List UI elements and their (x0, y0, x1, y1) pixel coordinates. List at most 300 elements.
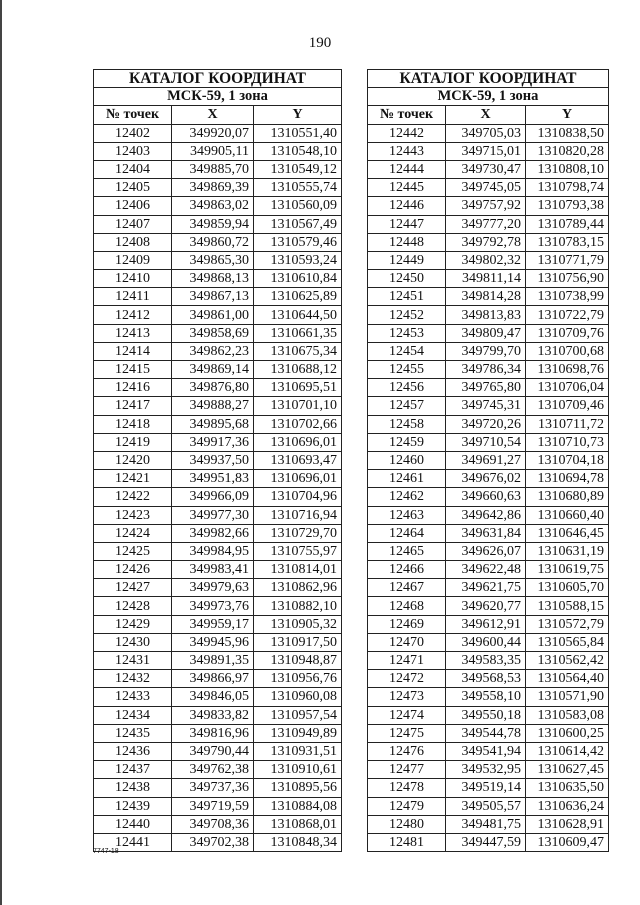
table-row (94, 706, 342, 724)
y-coordinate-cell: 1310619,75 (526, 561, 609, 579)
x-coordinate-cell: 349715,01 (446, 142, 526, 160)
y-coordinate-cell: 1310660,40 (526, 506, 609, 524)
x-coordinate-cell: 349814,28 (446, 288, 526, 306)
table-row (94, 379, 342, 397)
y-coordinate-cell: 1310567,49 (254, 215, 342, 233)
y-coordinate-cell: 1310917,50 (254, 633, 342, 651)
x-coordinate-cell: 349765,80 (446, 379, 526, 397)
x-coordinate-cell: 349550,18 (446, 706, 526, 724)
table-row (94, 652, 342, 670)
point-number-cell: 12455 (368, 361, 446, 379)
table-row (368, 706, 609, 724)
y-coordinate-cell: 1310696,01 (254, 433, 342, 451)
x-coordinate-cell: 349544,78 (446, 724, 526, 742)
y-coordinate-cell: 1310688,12 (254, 361, 342, 379)
x-coordinate-cell: 349481,75 (446, 815, 526, 833)
point-number-cell: 12471 (368, 652, 446, 670)
y-coordinate-cell: 1310562,42 (526, 652, 609, 670)
y-coordinate-cell: 1310600,25 (526, 724, 609, 742)
table-row (368, 524, 609, 542)
y-coordinate-cell: 1310631,19 (526, 542, 609, 560)
point-number-cell: 12464 (368, 524, 446, 542)
point-number-cell: 12441 (94, 833, 172, 851)
x-coordinate-cell: 349532,95 (446, 761, 526, 779)
point-number-cell: 12461 (368, 470, 446, 488)
x-coordinate-cell: 349541,94 (446, 742, 526, 760)
table-row (94, 761, 342, 779)
point-number-cell: 12402 (94, 124, 172, 142)
table-row (368, 415, 609, 433)
table-row (368, 179, 609, 197)
point-number-cell: 12446 (368, 197, 446, 215)
column-header-point: № точек (94, 106, 172, 124)
y-coordinate-cell: 1310711,72 (526, 415, 609, 433)
x-coordinate-cell: 349558,10 (446, 688, 526, 706)
table-row (368, 561, 609, 579)
point-number-cell: 12473 (368, 688, 446, 706)
table-row (94, 306, 342, 324)
point-number-cell: 12451 (368, 288, 446, 306)
x-coordinate-cell: 349568,53 (446, 670, 526, 688)
column-header-y: Y (526, 106, 609, 124)
x-coordinate-cell: 349876,80 (172, 379, 254, 397)
point-number-cell: 12456 (368, 379, 446, 397)
y-coordinate-cell: 1310793,38 (526, 197, 609, 215)
y-coordinate-cell: 1310593,24 (254, 251, 342, 269)
point-number-cell: 12481 (368, 833, 446, 851)
table-row (94, 742, 342, 760)
table-row (94, 524, 342, 542)
table-row (94, 197, 342, 215)
table-row (368, 197, 609, 215)
y-coordinate-cell: 1310884,08 (254, 797, 342, 815)
y-coordinate-cell: 1310579,46 (254, 233, 342, 251)
x-coordinate-cell: 349631,84 (446, 524, 526, 542)
y-coordinate-cell: 1310931,51 (254, 742, 342, 760)
y-coordinate-cell: 1310706,04 (526, 379, 609, 397)
y-coordinate-cell: 1310710,73 (526, 433, 609, 451)
x-coordinate-cell: 349505,57 (446, 797, 526, 815)
y-coordinate-cell: 1310783,15 (526, 233, 609, 251)
table-row (368, 815, 609, 833)
y-coordinate-cell: 1310605,70 (526, 579, 609, 597)
y-coordinate-cell: 1310960,08 (254, 688, 342, 706)
table-row (94, 160, 342, 178)
table-row (368, 670, 609, 688)
point-number-cell: 12443 (368, 142, 446, 160)
y-coordinate-cell: 1310838,50 (526, 124, 609, 142)
table-title: КАТАЛОГ КООРДИНАТ (368, 70, 609, 88)
y-coordinate-cell: 1310808,10 (526, 160, 609, 178)
x-coordinate-cell: 349583,35 (446, 652, 526, 670)
x-coordinate-cell: 349885,70 (172, 160, 254, 178)
x-coordinate-cell: 349920,07 (172, 124, 254, 142)
point-number-cell: 12412 (94, 306, 172, 324)
y-coordinate-cell: 1310560,09 (254, 197, 342, 215)
table-row (94, 361, 342, 379)
y-coordinate-cell: 1310695,51 (254, 379, 342, 397)
table-row (368, 361, 609, 379)
table-row (94, 688, 342, 706)
point-number-cell: 12431 (94, 652, 172, 670)
y-coordinate-cell: 1310709,76 (526, 324, 609, 342)
y-coordinate-cell: 1310644,50 (254, 306, 342, 324)
point-number-cell: 12463 (368, 506, 446, 524)
y-coordinate-cell: 1310957,54 (254, 706, 342, 724)
y-coordinate-cell: 1310698,76 (526, 361, 609, 379)
x-coordinate-cell: 349799,70 (446, 342, 526, 360)
y-coordinate-cell: 1310949,89 (254, 724, 342, 742)
point-number-cell: 12422 (94, 488, 172, 506)
table-row (368, 433, 609, 451)
table-row (94, 597, 342, 615)
x-coordinate-cell: 349792,78 (446, 233, 526, 251)
x-coordinate-cell: 349869,39 (172, 179, 254, 197)
y-coordinate-cell: 1310820,28 (526, 142, 609, 160)
y-coordinate-cell: 1310771,79 (526, 251, 609, 269)
x-coordinate-cell: 349447,59 (446, 833, 526, 851)
y-coordinate-cell: 1310564,40 (526, 670, 609, 688)
point-number-cell: 12444 (368, 160, 446, 178)
table-row (368, 324, 609, 342)
point-number-cell: 12472 (368, 670, 446, 688)
table-row (94, 670, 342, 688)
table-row (368, 488, 609, 506)
x-coordinate-cell: 349519,14 (446, 779, 526, 797)
point-number-cell: 12425 (94, 542, 172, 560)
x-coordinate-cell: 349945,96 (172, 633, 254, 651)
point-number-cell: 12433 (94, 688, 172, 706)
x-coordinate-cell: 349937,50 (172, 451, 254, 469)
x-coordinate-cell: 349905,11 (172, 142, 254, 160)
y-coordinate-cell: 1310694,78 (526, 470, 609, 488)
point-number-cell: 12415 (94, 361, 172, 379)
point-number-cell: 12403 (94, 142, 172, 160)
table-row (94, 633, 342, 651)
table-row (368, 160, 609, 178)
point-number-cell: 12480 (368, 815, 446, 833)
y-coordinate-cell: 1310646,45 (526, 524, 609, 542)
table-row (94, 615, 342, 633)
y-coordinate-cell: 1310709,46 (526, 397, 609, 415)
table-row (368, 742, 609, 760)
x-coordinate-cell: 349708,36 (172, 815, 254, 833)
table-row (94, 470, 342, 488)
point-number-cell: 12468 (368, 597, 446, 615)
y-coordinate-cell: 1310755,97 (254, 542, 342, 560)
y-coordinate-cell: 1310704,96 (254, 488, 342, 506)
x-coordinate-cell: 349833,82 (172, 706, 254, 724)
x-coordinate-cell: 349676,02 (446, 470, 526, 488)
table-subtitle: МСК-59, 1 зона (94, 88, 342, 106)
table-row (368, 142, 609, 160)
y-coordinate-cell: 1310555,74 (254, 179, 342, 197)
table-row (94, 724, 342, 742)
x-coordinate-cell: 349762,38 (172, 761, 254, 779)
table-row (368, 688, 609, 706)
table-row (368, 597, 609, 615)
x-coordinate-cell: 349973,76 (172, 597, 254, 615)
point-number-cell: 12408 (94, 233, 172, 251)
point-number-cell: 12416 (94, 379, 172, 397)
point-number-cell: 12435 (94, 724, 172, 742)
point-number-cell: 12447 (368, 215, 446, 233)
y-coordinate-cell: 1310738,99 (526, 288, 609, 306)
point-number-cell: 12409 (94, 251, 172, 269)
point-number-cell: 12438 (94, 779, 172, 797)
x-coordinate-cell: 349865,30 (172, 251, 254, 269)
table-row (368, 379, 609, 397)
point-number-cell: 12405 (94, 179, 172, 197)
table-row (368, 633, 609, 651)
y-coordinate-cell: 1310948,87 (254, 652, 342, 670)
table-row (368, 342, 609, 360)
table-row (94, 779, 342, 797)
point-number-cell: 12410 (94, 270, 172, 288)
table-row (368, 652, 609, 670)
point-number-cell: 12470 (368, 633, 446, 651)
x-coordinate-cell: 349745,31 (446, 397, 526, 415)
table-row (368, 761, 609, 779)
x-coordinate-cell: 349737,36 (172, 779, 254, 797)
table-row (94, 342, 342, 360)
point-number-cell: 12462 (368, 488, 446, 506)
column-header-y: Y (254, 106, 342, 124)
y-coordinate-cell: 1310814,01 (254, 561, 342, 579)
y-coordinate-cell: 1310702,66 (254, 415, 342, 433)
x-coordinate-cell: 349660,63 (446, 488, 526, 506)
x-coordinate-cell: 349809,47 (446, 324, 526, 342)
point-number-cell: 12477 (368, 761, 446, 779)
y-coordinate-cell: 1310704,18 (526, 451, 609, 469)
table-row (94, 833, 342, 851)
y-coordinate-cell: 1310868,01 (254, 815, 342, 833)
x-coordinate-cell: 349719,59 (172, 797, 254, 815)
point-number-cell: 12475 (368, 724, 446, 742)
page-number: 190 (308, 35, 332, 51)
x-coordinate-cell: 349846,05 (172, 688, 254, 706)
x-coordinate-cell: 349777,20 (446, 215, 526, 233)
x-coordinate-cell: 349866,97 (172, 670, 254, 688)
point-number-cell: 12432 (94, 670, 172, 688)
point-number-cell: 12411 (94, 288, 172, 306)
x-coordinate-cell: 349959,17 (172, 615, 254, 633)
column-header-x: X (446, 106, 526, 124)
column-header-x: X (172, 106, 254, 124)
table-row (368, 397, 609, 415)
y-coordinate-cell: 1310895,56 (254, 779, 342, 797)
point-number-cell: 12419 (94, 433, 172, 451)
x-coordinate-cell: 349691,27 (446, 451, 526, 469)
x-coordinate-cell: 349951,83 (172, 470, 254, 488)
table-row (368, 306, 609, 324)
point-number-cell: 12458 (368, 415, 446, 433)
y-coordinate-cell: 1310680,89 (526, 488, 609, 506)
point-number-cell: 12427 (94, 579, 172, 597)
point-number-cell: 12454 (368, 342, 446, 360)
x-coordinate-cell: 349720,26 (446, 415, 526, 433)
x-coordinate-cell: 349868,13 (172, 270, 254, 288)
point-number-cell: 12453 (368, 324, 446, 342)
x-coordinate-cell: 349860,72 (172, 233, 254, 251)
x-coordinate-cell: 349622,48 (446, 561, 526, 579)
point-number-cell: 12421 (94, 470, 172, 488)
point-number-cell: 12478 (368, 779, 446, 797)
point-number-cell: 12466 (368, 561, 446, 579)
document-code: 7747-18 (93, 848, 119, 855)
table-row (94, 215, 342, 233)
y-coordinate-cell: 1310572,79 (526, 615, 609, 633)
x-coordinate-cell: 349977,30 (172, 506, 254, 524)
x-coordinate-cell: 349600,44 (446, 633, 526, 651)
x-coordinate-cell: 349982,66 (172, 524, 254, 542)
x-coordinate-cell: 349917,36 (172, 433, 254, 451)
table-row (368, 233, 609, 251)
y-coordinate-cell: 1310722,79 (526, 306, 609, 324)
table-subtitle: МСК-59, 1 зона (368, 88, 609, 106)
y-coordinate-cell: 1310675,34 (254, 342, 342, 360)
table-row (94, 251, 342, 269)
x-coordinate-cell: 349983,41 (172, 561, 254, 579)
table-title: КАТАЛОГ КООРДИНАТ (94, 70, 342, 88)
y-coordinate-cell: 1310905,32 (254, 615, 342, 633)
y-coordinate-cell: 1310549,12 (254, 160, 342, 178)
point-number-cell: 12426 (94, 561, 172, 579)
x-coordinate-cell: 349802,32 (446, 251, 526, 269)
x-coordinate-cell: 349895,68 (172, 415, 254, 433)
table-row (94, 179, 342, 197)
x-coordinate-cell: 349790,44 (172, 742, 254, 760)
y-coordinate-cell: 1310571,90 (526, 688, 609, 706)
table-row (94, 233, 342, 251)
scan-edge-line (0, 0, 2, 905)
x-coordinate-cell: 349888,27 (172, 397, 254, 415)
y-coordinate-cell: 1310551,40 (254, 124, 342, 142)
table-row (94, 324, 342, 342)
y-coordinate-cell: 1310636,24 (526, 797, 609, 815)
y-coordinate-cell: 1310716,94 (254, 506, 342, 524)
y-coordinate-cell: 1310789,44 (526, 215, 609, 233)
y-coordinate-cell: 1310627,45 (526, 761, 609, 779)
y-coordinate-cell: 1310625,89 (254, 288, 342, 306)
table-row (368, 797, 609, 815)
point-number-cell: 12430 (94, 633, 172, 651)
table-row (94, 124, 342, 142)
point-number-cell: 12440 (94, 815, 172, 833)
table-row (368, 506, 609, 524)
y-coordinate-cell: 1310661,35 (254, 324, 342, 342)
y-coordinate-cell: 1310882,10 (254, 597, 342, 615)
y-coordinate-cell: 1310848,34 (254, 833, 342, 851)
table-row (94, 433, 342, 451)
x-coordinate-cell: 349730,47 (446, 160, 526, 178)
y-coordinate-cell: 1310701,10 (254, 397, 342, 415)
y-coordinate-cell: 1310583,08 (526, 706, 609, 724)
point-number-cell: 12423 (94, 506, 172, 524)
table-row (94, 542, 342, 560)
table-row (368, 833, 609, 851)
x-coordinate-cell: 349612,91 (446, 615, 526, 633)
x-coordinate-cell: 349861,00 (172, 306, 254, 324)
x-coordinate-cell: 349626,07 (446, 542, 526, 560)
table-row (94, 288, 342, 306)
table-row (94, 579, 342, 597)
point-number-cell: 12445 (368, 179, 446, 197)
x-coordinate-cell: 349858,69 (172, 324, 254, 342)
y-coordinate-cell: 1310910,61 (254, 761, 342, 779)
table-row (368, 251, 609, 269)
table-row (94, 415, 342, 433)
x-coordinate-cell: 349811,14 (446, 270, 526, 288)
point-number-cell: 12448 (368, 233, 446, 251)
table-row (94, 142, 342, 160)
point-number-cell: 12407 (94, 215, 172, 233)
x-coordinate-cell: 349863,02 (172, 197, 254, 215)
point-number-cell: 12429 (94, 615, 172, 633)
table-row (368, 615, 609, 633)
point-number-cell: 12434 (94, 706, 172, 724)
table-row (368, 470, 609, 488)
y-coordinate-cell: 1310628,91 (526, 815, 609, 833)
y-coordinate-cell: 1310588,15 (526, 597, 609, 615)
point-number-cell: 12424 (94, 524, 172, 542)
x-coordinate-cell: 349813,83 (446, 306, 526, 324)
point-number-cell: 12465 (368, 542, 446, 560)
x-coordinate-cell: 349745,05 (446, 179, 526, 197)
table-row (368, 542, 609, 560)
y-coordinate-cell: 1310956,76 (254, 670, 342, 688)
table-row (94, 397, 342, 415)
y-coordinate-cell: 1310609,47 (526, 833, 609, 851)
y-coordinate-cell: 1310700,68 (526, 342, 609, 360)
point-number-cell: 12452 (368, 306, 446, 324)
x-coordinate-cell: 349620,77 (446, 597, 526, 615)
x-coordinate-cell: 349869,14 (172, 361, 254, 379)
table-row (368, 124, 609, 142)
x-coordinate-cell: 349816,96 (172, 724, 254, 742)
point-number-cell: 12459 (368, 433, 446, 451)
x-coordinate-cell: 349979,63 (172, 579, 254, 597)
point-number-cell: 12449 (368, 251, 446, 269)
x-coordinate-cell: 349702,38 (172, 833, 254, 851)
point-number-cell: 12437 (94, 761, 172, 779)
x-coordinate-cell: 349862,23 (172, 342, 254, 360)
point-number-cell: 12460 (368, 451, 446, 469)
coordinate-table-left (93, 69, 342, 852)
point-number-cell: 12404 (94, 160, 172, 178)
table-row (368, 451, 609, 469)
point-number-cell: 12406 (94, 197, 172, 215)
point-number-cell: 12418 (94, 415, 172, 433)
point-number-cell: 12414 (94, 342, 172, 360)
table-row (94, 488, 342, 506)
x-coordinate-cell: 349966,09 (172, 488, 254, 506)
x-coordinate-cell: 349984,95 (172, 542, 254, 560)
y-coordinate-cell: 1310798,74 (526, 179, 609, 197)
x-coordinate-cell: 349642,86 (446, 506, 526, 524)
point-number-cell: 12469 (368, 615, 446, 633)
y-coordinate-cell: 1310756,90 (526, 270, 609, 288)
point-number-cell: 12442 (368, 124, 446, 142)
x-coordinate-cell: 349710,54 (446, 433, 526, 451)
point-number-cell: 12439 (94, 797, 172, 815)
y-coordinate-cell: 1310862,96 (254, 579, 342, 597)
point-number-cell: 12417 (94, 397, 172, 415)
point-number-cell: 12479 (368, 797, 446, 815)
table-row (368, 724, 609, 742)
y-coordinate-cell: 1310614,42 (526, 742, 609, 760)
y-coordinate-cell: 1310696,01 (254, 470, 342, 488)
